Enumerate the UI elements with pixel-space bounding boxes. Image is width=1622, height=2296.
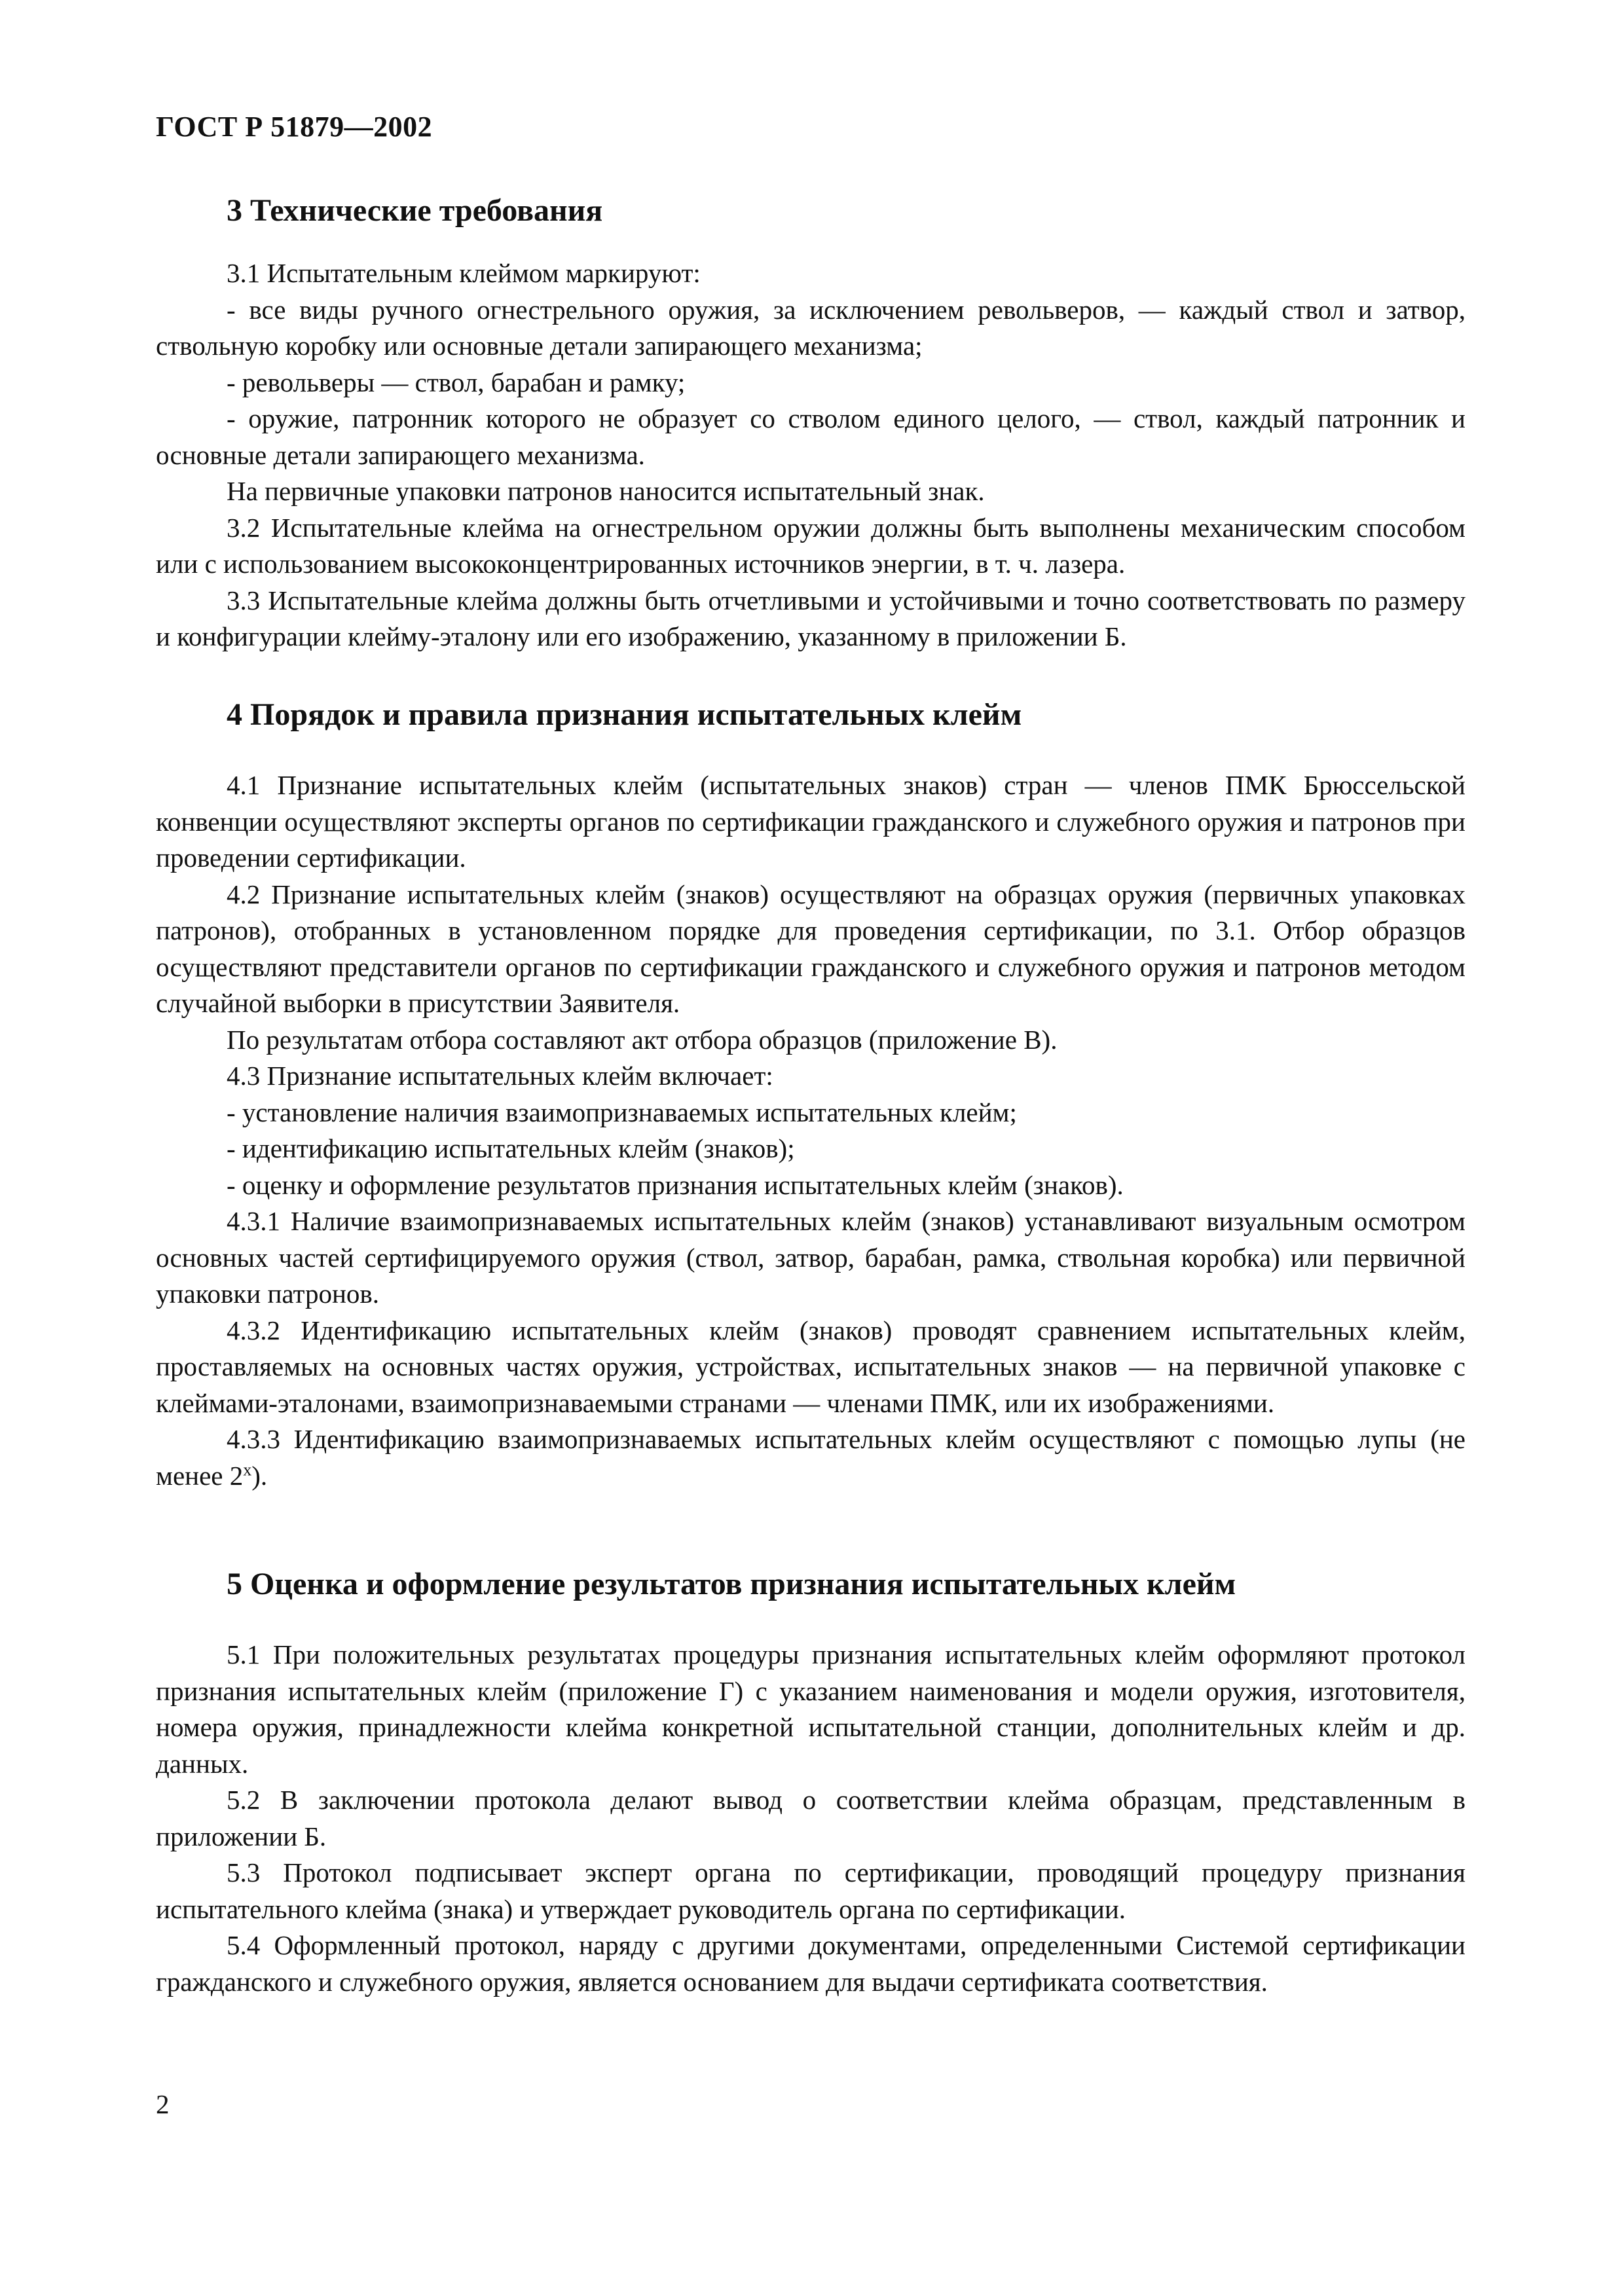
- section-4: [156, 695, 1465, 1494]
- paragraph-4-3-3-end: ).: [251, 1460, 268, 1491]
- paragraph-sampling-act: По результатам отбора составляют акт отбора образцов (приложение В).: [227, 1024, 1058, 1055]
- paragraph-5-4: 5.4 Оформленный протокол, наряду с другими документами, определенными Системой сертификации гражданского и служебного оружия, является основанием для выдачи сертификата соответствия.: [156, 1930, 1465, 1997]
- paragraph-packaging: На первичные упаковки патронов наносится испытательный знак.: [227, 476, 985, 506]
- paragraph-5-1: 5.1 При положительных результатах процедуры признания испытательных клейм оформляют протокол признания испытательных клейм (приложение Г) с указанием наименования и модели оружия, изготовителя, номера оружия, принадлежности клейма конкретной испытательной станции, дополнительных клейм и др. данных.: [156, 1639, 1465, 1779]
- list-item: - оружие, патронник которого не образует со стволом единого целого, — ствол, каждый патронник и основные детали запирающего механизма.: [156, 403, 1465, 470]
- list-item: - револьверы — ствол, барабан и рамку;: [227, 367, 686, 397]
- paragraph-5-2: 5.2 В заключении протокола делают вывод о соответствии клейма образцам, представленным в приложении Б.: [156, 1785, 1465, 1851]
- paragraph-4-1: 4.1 Признание испытательных клейм (испытательных знаков) стран — членов ПМК Брюссельской конвенции осуществляют эксперты органов по сертификации гражданского и служебного оружия и патронов при проведении сертификации.: [156, 770, 1465, 873]
- magnification-superscript: х: [243, 1459, 252, 1479]
- paragraph-4-2: 4.2 Признание испытательных клейм (знаков) осуществляют на образцах оружия (первичных упаковках патронов), отобранных в установленном порядке для проведения сертификации, по 3.1. Отбор образцов осуществляют представители органов по сертификации гражданского и служебного оружия и патронов методом случайной выборки в присутствии Заявителя.: [156, 879, 1465, 1018]
- list-item: - идентификацию испытательных клейм (знаков);: [227, 1133, 795, 1163]
- paragraph-4-3-3-text: 4.3.3 Идентификацию взаимопризнаваемых испытательных клейм осуществляют с помощью лупы (не менее 2: [156, 1424, 1465, 1491]
- document-header: ГОСТ Р 51879—2002: [156, 111, 433, 143]
- section-4-title: 4 Порядок и правила признания испытательных клейм: [227, 697, 1022, 732]
- paragraph-3-1: 3.1 Испытательным клеймом маркируют:: [227, 258, 701, 288]
- paragraph-4-3-2: 4.3.2 Идентификацию испытательных клейм (знаков) проводят сравнением испытательных клейм, проставляемых на основных частях оружия, устройствах, испытательных знаков — на первичной упаковке с клеймами-эталонами, взаимопризнаваемыми странами — членами ПМК, или их изображениями.: [156, 1315, 1465, 1418]
- section-5-title: 5 Оценка и оформление результатов признания испытательных клейм: [227, 1567, 1236, 1601]
- section-5: [156, 1565, 1465, 2000]
- paragraph-4-3-1: 4.3.1 Наличие взаимопризнаваемых испытательных клейм (знаков) устанавливают визуальным осмотром основных частей сертифицируемого оружия (ствол, затвор, барабан, рамка, ствольная коробка) или первичной упаковки патронов.: [156, 1206, 1465, 1309]
- list-item: - установление наличия взаимопризнаваемых испытательных клейм;: [227, 1097, 1017, 1127]
- list-item: - оценку и оформление результатов признания испытательных клейм (знаков).: [227, 1169, 1124, 1200]
- page-number: 2: [156, 2089, 170, 2119]
- paragraph-4-3: 4.3 Признание испытательных клейм включает:: [227, 1061, 773, 1091]
- list-item: - все виды ручного огнестрельного оружия, за исключением револьверов, — каждый ствол и затвор, ствольную коробку или основные детали запирающего механизма;: [156, 294, 1465, 361]
- paragraph-3-3: 3.3 Испытательные клейма должны быть отчетливыми и устойчивыми и точно соответствовать по размеру и конфигурации клейму-эталону или его изображению, указанному в приложении Б.: [156, 585, 1465, 651]
- paragraph-4-3-3: [156, 1421, 1465, 1494]
- section-3-title: 3 Технические требования: [227, 193, 603, 228]
- section-3: [156, 191, 1465, 655]
- paragraph-3-2: 3.2 Испытательные клейма на огнестрельном оружии должны быть выполнены механическим способом или с использованием высококонцентрированных источников энергии, в т. ч. лазера.: [156, 512, 1465, 579]
- paragraph-5-3: 5.3 Протокол подписывает эксперт органа по сертификации, проводящий процедуру признания испытательного клейма (знака) и утверждает руководитель органа по сертификации.: [156, 1857, 1465, 1924]
